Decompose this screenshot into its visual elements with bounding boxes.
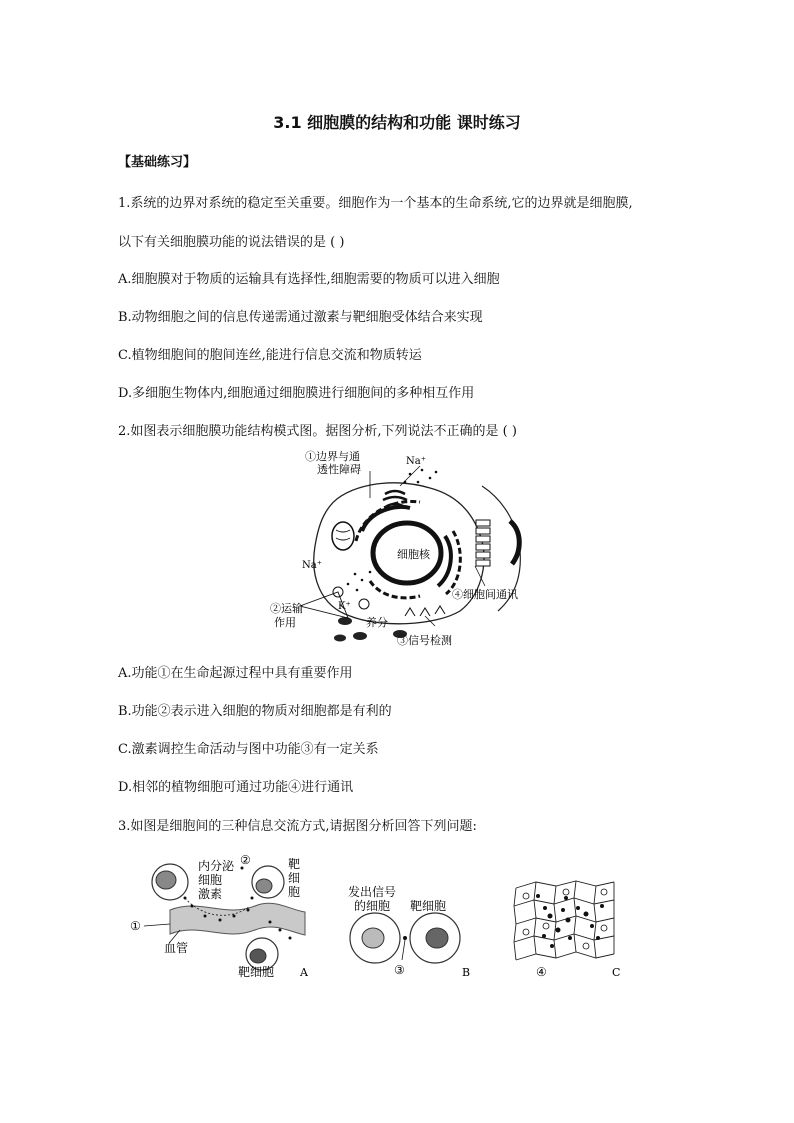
figC-circle4: ④ [536, 965, 547, 979]
q2-option-b: B.功能②表示进入细胞的物质对细胞都是有利的 [118, 704, 392, 719]
figA-target-line2: 细 [288, 871, 301, 885]
neighbor-organelle [510, 521, 519, 564]
figB-sender-line2: 的细胞 [354, 899, 391, 913]
fig2-label1-line2: 透性障碍 [317, 463, 361, 476]
figA-letter: A [300, 966, 308, 979]
figC-letter: C [612, 966, 621, 979]
fig2-nucleus: 细胞核 [397, 548, 430, 561]
figB-circle3: ③ [394, 963, 405, 977]
signal-receptors [405, 606, 445, 616]
target-cell-bottom-nucleus [250, 949, 266, 963]
fig2-k: K⁺ [338, 601, 351, 612]
q3-figure-b [340, 880, 480, 980]
figA-circle2: ② [240, 853, 251, 867]
transport-protein-2 [359, 599, 369, 609]
golgi-apparatus [383, 491, 407, 506]
q2-option-d: D.相邻的植物细胞可通过功能④进行通讯 [118, 780, 354, 795]
q2-cell-membrane-figure [260, 446, 530, 650]
q2-stem: 2.如图表示细胞膜功能结构模式图。据图分析,下列说法不正确的是 ( ) [118, 424, 517, 439]
fig2-label2-line1: ②运输 [270, 602, 303, 615]
figB-letter: B [462, 966, 471, 979]
contact-signal [403, 936, 407, 940]
endocrine-nucleus [156, 871, 176, 889]
figA-target-bottom: 靶细胞 [238, 965, 275, 979]
q1-option-a: A.细胞膜对于物质的运输具有选择性,细胞需要的物质可以进入细胞 [118, 272, 500, 287]
fig2-label3: ③信号检测 [397, 634, 452, 647]
figA-target-line1: 靶 [288, 857, 301, 871]
receiver-nucleus [426, 928, 448, 948]
fig2-label1-line1: ①边界与通 [305, 450, 360, 463]
fig2-label2-line2: 作用 [274, 616, 296, 629]
leader-circle3 [402, 940, 405, 960]
fig2-na-top: Na⁺ [406, 456, 426, 467]
q3-figure-a [130, 850, 315, 980]
q3-figure-c [508, 878, 628, 982]
q1-stem-line1: 1.系统的边界对系统的稳定至关重要。细胞作为一个基本的生命系统,它的边界就是细胞膜, [118, 196, 633, 211]
fig2-label4: ④细胞间通讯 [452, 588, 518, 601]
blood-vessel [170, 903, 305, 935]
figA-hormone: 激素 [198, 887, 223, 901]
figA-target-line3: 胞 [288, 885, 301, 899]
leader-na-top [400, 466, 420, 486]
particles-inside [347, 571, 372, 592]
q1-option-b: B.动物细胞之间的信息传递需通过激素与靶细胞受体结合来实现 [118, 310, 483, 325]
figA-circle1: ① [130, 919, 141, 933]
q2-option-a: A.功能①在生命起源过程中具有重要作用 [118, 666, 353, 681]
page-title: 3.1 细胞膜的结构和功能 课时练习 [273, 113, 521, 132]
mitochondrion [332, 522, 354, 550]
figA-endocrine-line1: 内分泌 [198, 859, 235, 873]
figB-sender-line1: 发出信号 [348, 885, 397, 899]
target-cell-top-nucleus [256, 879, 272, 893]
fig2-nutrient: 养分 [366, 616, 388, 629]
q1-stem-line2: 以下有关细胞膜功能的说法错误的是 ( ) [118, 235, 345, 250]
plant-cell-mesh [514, 881, 614, 960]
section-heading: 【基础练习】 [118, 155, 197, 170]
q2-option-c: C.激素调控生命活动与图中功能③有一定关系 [118, 742, 379, 757]
figA-vessel: 血管 [164, 941, 189, 955]
q1-option-d: D.多细胞生物体内,细胞通过细胞膜进行细胞间的多种相互作用 [118, 386, 475, 401]
leader-circle1 [144, 924, 170, 926]
sender-nucleus [362, 928, 384, 948]
q1-option-c: C.植物细胞间的胞间连丝,能进行信息交流和物质转运 [118, 348, 422, 363]
figA-endocrine-line2: 细胞 [198, 873, 223, 887]
figB-target: 靶细胞 [410, 899, 447, 913]
mitochondrion-cristae [336, 530, 350, 540]
fig2-na-left: Na⁺ [302, 560, 322, 571]
na-particles-top [404, 469, 438, 484]
q3-stem: 3.如图是细胞间的三种信息交流方式,请据图分析回答下列问题: [118, 819, 477, 834]
